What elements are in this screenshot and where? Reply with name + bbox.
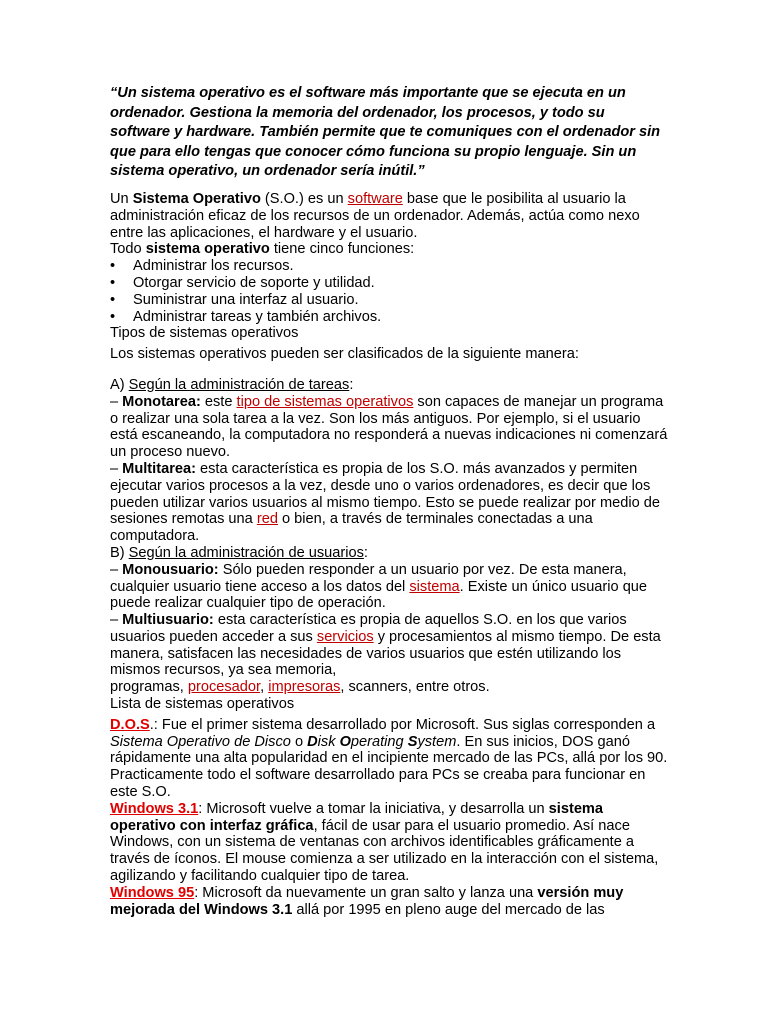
- text: : Microsoft da nuevamente un gran salto y lanza una: [194, 884, 538, 901]
- list-item: • Administrar los recursos.: [110, 258, 668, 275]
- text: , scanners, entre otros.: [340, 679, 490, 696]
- link-software[interactable]: software: [347, 190, 403, 207]
- text: son capaces de manejar un programa o realizar una sola tarea a la vez. Son los más antiguos. Por ejemplo, si el usuario está escaneando, la computadora no responderá a nuevas indicaciones ni comenzará un proceso nuevo.: [110, 393, 668, 461]
- text: –: [110, 460, 123, 477]
- text: .: [149, 716, 154, 733]
- intro-paragraph: [110, 191, 668, 241]
- link-windows-95[interactable]: Windows 95: [110, 884, 195, 901]
- text-italic: isk: [317, 733, 340, 750]
- link-procesador[interactable]: procesador: [187, 679, 261, 696]
- monousuario-paragraph: [110, 562, 668, 612]
- text-bold-italic: S: [407, 733, 418, 750]
- windows-95-paragraph: [110, 885, 668, 919]
- text: B): [110, 544, 129, 561]
- functions-list: [110, 258, 668, 325]
- text: ,: [260, 679, 269, 696]
- text: . Existe un único usuario que puede realizar cualquier tipo de operación.: [110, 578, 648, 612]
- link-servicios[interactable]: servicios: [316, 628, 374, 645]
- text-bold-italic: O: [339, 733, 351, 750]
- term-sistema-operativo: Sistema Operativo: [132, 190, 261, 207]
- text: esta característica es propia de aquellos S.O. en los que varios usuarios pueden acceder a sus: [110, 612, 627, 645]
- text: o bien, a través de terminales conectadas a una computadora.: [110, 511, 593, 545]
- list-item: • Otorgar servicio de soporte y utilidad.: [110, 275, 668, 292]
- list-item: • Suministrar una interfaz al usuario.: [110, 292, 668, 309]
- link-windows-3-1[interactable]: Windows 3.1: [110, 800, 199, 817]
- multiusuario-paragraph: [110, 612, 668, 679]
- text: Todo: [110, 241, 146, 258]
- term-multitarea: Multitarea:: [122, 460, 196, 477]
- dos-paragraph: [110, 717, 668, 801]
- text-italic: Sistema Operativo de Disco: [110, 733, 291, 750]
- windows-31-paragraph: [110, 801, 668, 885]
- link-dos[interactable]: D.O.S: [110, 716, 150, 733]
- text: :: [349, 376, 354, 393]
- text: este: [200, 393, 237, 410]
- section-b-title: Según la administración de usuarios: [128, 544, 364, 561]
- section-a-heading: [110, 377, 668, 394]
- text: : Microsoft vuelve a tomar la iniciativa, y desarrolla un: [198, 800, 549, 817]
- text-italic: perating: [350, 733, 408, 750]
- text: base que le posibilita al usuario la administración eficaz de los recursos de un ordenador. Además, actúa como nexo entre las aplicaciones, el hardware y el usuario.: [110, 190, 640, 241]
- link-red[interactable]: red: [256, 511, 278, 528]
- section-b-heading: [110, 545, 668, 562]
- text: : Fue el primer sistema desarrollado por Microsoft. Sus siglas corresponden a: [153, 716, 656, 733]
- text: Un: [110, 190, 133, 207]
- text: :: [363, 544, 368, 561]
- text: –: [110, 612, 123, 629]
- text-bold-italic: D: [307, 733, 318, 750]
- text: o: [290, 733, 308, 750]
- list-heading: Lista de sistemas operativos: [110, 696, 295, 713]
- text: –: [110, 393, 123, 410]
- term-monotarea: Monotarea:: [122, 393, 201, 410]
- link-tipo-de-sistemas-operativos[interactable]: tipo de sistemas operativos: [236, 393, 414, 410]
- text: tiene cinco funciones:: [269, 241, 415, 258]
- text: y procesamientos al mismo tiempo. De esta manera, satisfacen las necesidades de varios usuarios que estén utilizando los mismos recursos, ya sea memoria,: [110, 628, 661, 679]
- text-bold: sistema operativo con interfaz gráfica: [110, 800, 604, 834]
- list-item: • Administrar tareas y también archivos.: [110, 309, 668, 326]
- text: A): [110, 376, 129, 393]
- functions-intro: [110, 241, 668, 258]
- section-a-title: Según la administración de tareas: [128, 376, 350, 393]
- text-bold: versión muy mejorada del Windows 3.1: [110, 884, 624, 918]
- term: sistema operativo: [145, 241, 270, 258]
- types-intro: Los sistemas operativos pueden ser clasificados de la siguiente manera:: [110, 346, 579, 363]
- intro-quote: “Un sistema operativo es el software más importante que se ejecuta en un ordenador. Gestiona la memoria del ordenador, los procesos, y todo su software y hardware. También permite que te comuniques con el ordenador sin que para ello tengas que conocer cómo funciona su propio lenguaje. Sin un sistema operativo, un ordenador sería inútil.”: [110, 85, 661, 180]
- text: (S.O.) es un: [260, 190, 348, 207]
- monotarea-paragraph: [110, 394, 668, 461]
- multitarea-paragraph: [110, 461, 668, 545]
- link-impresoras[interactable]: impresoras: [268, 679, 341, 696]
- text: esta característica es propia de los S.O. más avanzados y permiten ejecutar varios procesos a la vez, desde uno o varios ordenadores, es decir que los pueden utilizar varios usuarios al mismo tiempo. Esto se puede realizar por medio de sesiones remotas una: [110, 460, 660, 528]
- text: . En sus inicios, DOS ganó rápidamente una alta popularidad en el incipiente mercado de las PCs, allá por los 90. Practicamente todo el software desarrollado para PCs se creaba para funcionar en este S.O.: [110, 733, 668, 801]
- text: allá por 1995 en pleno auge del mercado de las: [292, 901, 605, 918]
- text: Sólo pueden responder a un usuario por vez. De esta manera, cualquier usuario tiene acceso a los datos del: [110, 561, 627, 595]
- types-heading: Tipos de sistemas operativos: [110, 325, 299, 342]
- term-multiusuario: Multiusuario:: [122, 612, 214, 629]
- text-italic: ystem: [417, 733, 457, 750]
- text: programas,: [110, 679, 188, 696]
- text: –: [110, 561, 123, 578]
- link-sistema[interactable]: sistema: [409, 578, 460, 595]
- multiusuario-continuation: [110, 679, 668, 696]
- text: , fácil de usar para el usuario promedio. Así nace Windows, con un sistema de ventanas con archivos identificables gráficamente a través de íconos. El mouse comienza a ser utilizado en la interacción con el sistema, agilizando y facilitando cualquier tipo de tarea.: [110, 817, 659, 885]
- term-monousuario: Monousuario:: [122, 561, 219, 578]
